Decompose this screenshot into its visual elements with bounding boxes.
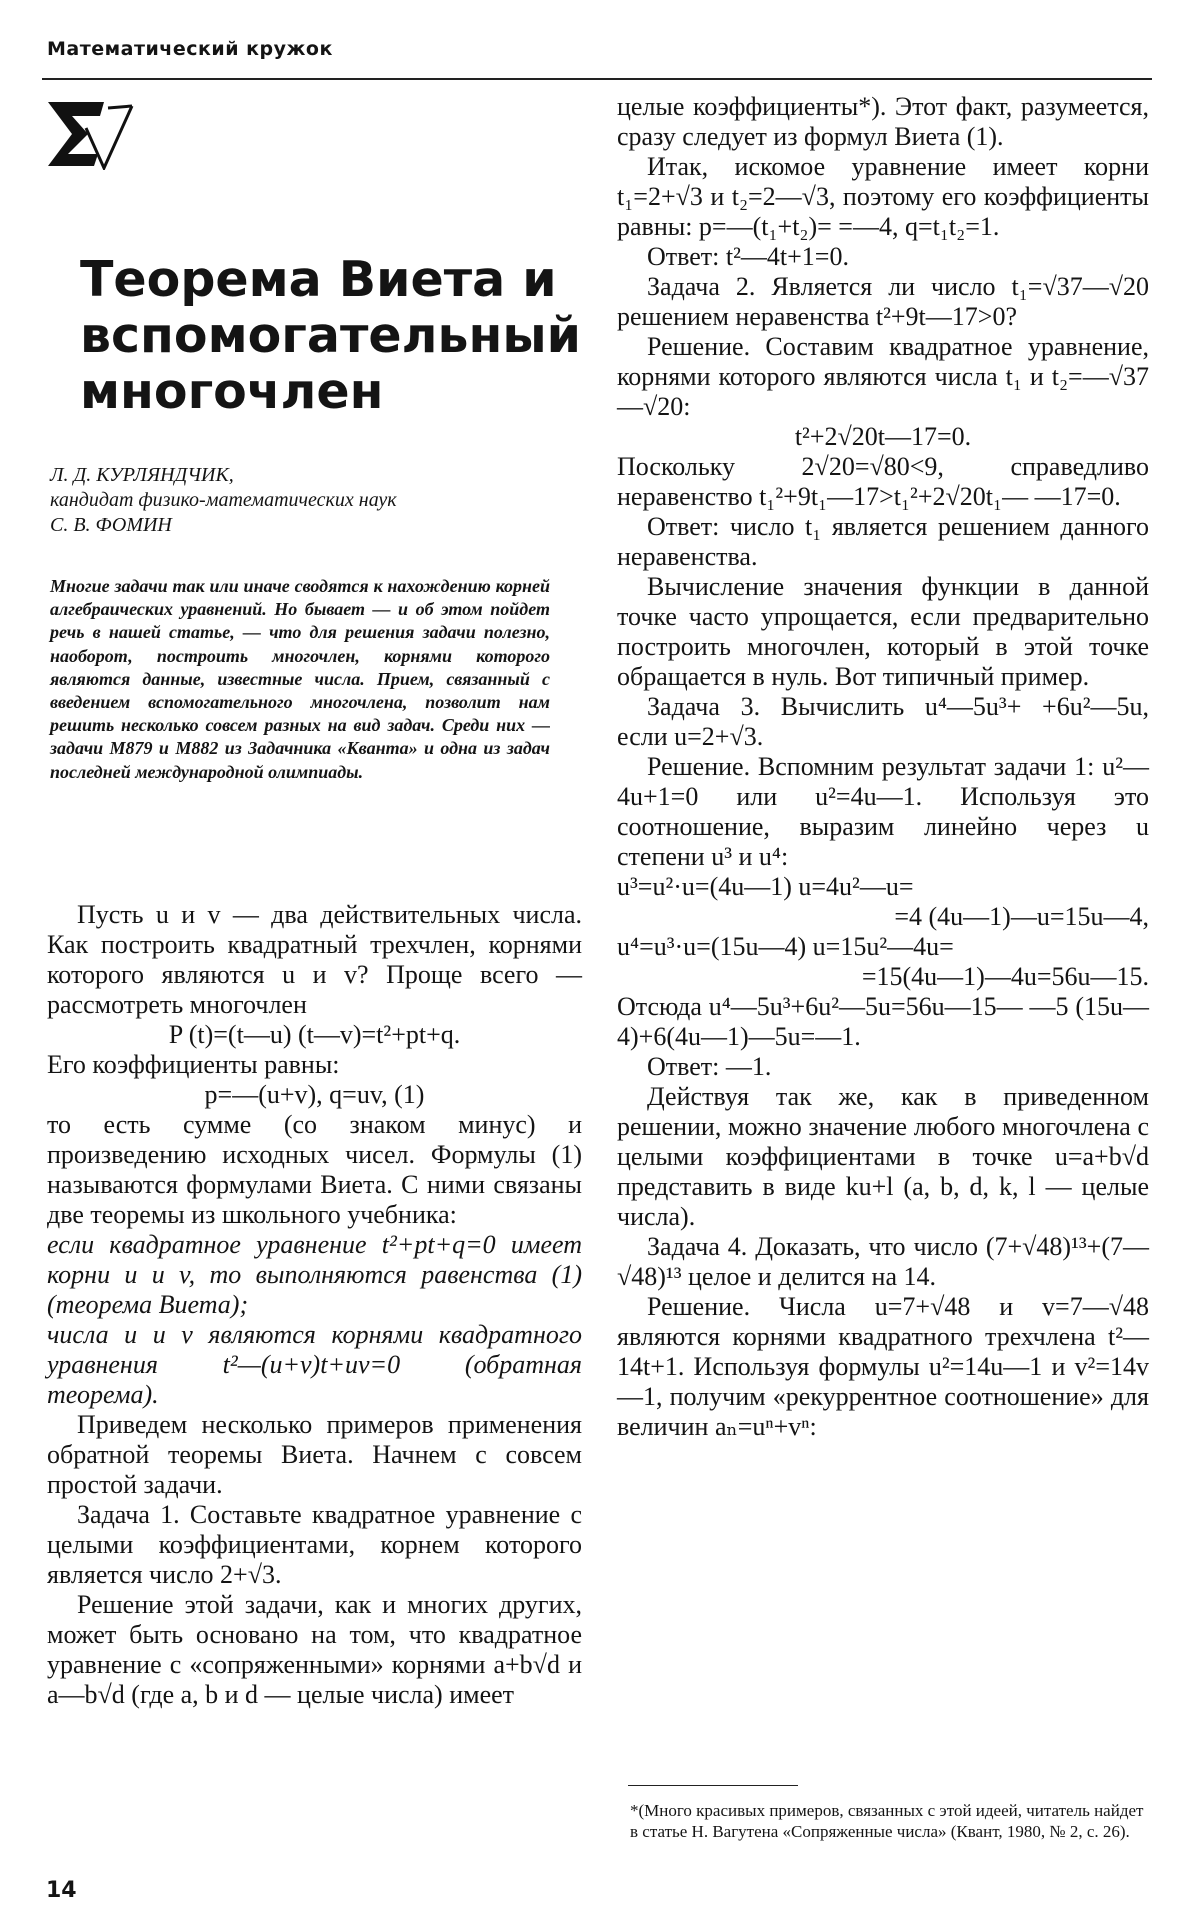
- formula: P (t)=(t—u) (t—v)=t²+pt+q.: [168, 1020, 461, 1049]
- article-title: Теорема Виета и вспомогательный многочлен: [80, 251, 581, 420]
- theorem: если квадратное уравнение t²+pt+q=0 имеет корни u и v, то выполняются равенства (1) (теорема Виета);: [47, 1230, 582, 1319]
- left-column: [47, 900, 582, 1710]
- problem-1: Задача 1. Составьте квадратное уравнение с целыми коэффициентами, корнем которого является число 2+√3.: [47, 1500, 582, 1589]
- solution-1: Решение этой задачи, как и многих других, может быть основано на том, что квадратное уравнение с «сопряженными» корнями a+b√d и a—b√d (где a, b и d — целые числа) имеет: [47, 1590, 582, 1709]
- sigma-checkmark-icon: [46, 98, 134, 175]
- paragraph: Итак, искомое уравнение имеет корни t₁=2+√3 и t₂=2—√3, поэтому его коэффициенты равны: p=—(t₁+t₂)= =—4, q=t₁t₂=1.: [617, 152, 1149, 241]
- answer: Ответ: —1.: [647, 1052, 772, 1081]
- page-number: 14: [46, 1878, 77, 1903]
- formula: =4 (4u—1)—u=15u—4,: [894, 902, 1149, 931]
- answer: Ответ: число t₁ является решением данного неравенства.: [617, 512, 1149, 571]
- author-2: С. В. ФОМИН: [50, 514, 172, 536]
- paragraph: Его коэффициенты равны:: [47, 1050, 340, 1079]
- footnote-rule: [628, 1785, 798, 1786]
- section-header: Математический кружок: [47, 38, 333, 60]
- paragraph: Вычисление значения функции в данной точке часто упрощается, если предварительно построить многочлен, который в этой точке обращается в нуль. Вот типичный пример.: [617, 572, 1149, 691]
- formula: p=—(u+v), q=uv, (1): [204, 1080, 425, 1109]
- formula: u³=u²·u=(4u—1) u=4u²—u=: [617, 872, 914, 901]
- header-rule: [42, 78, 1152, 80]
- paragraph: целые коэффициенты*). Этот факт, разумеется, сразу следует из формул Виета (1).: [617, 92, 1149, 151]
- paragraph: Поскольку 2√20=√80<9, справедливо неравенство t₁²+9t₁—17>t₁²+2√20t₁— —17=0.: [617, 452, 1149, 511]
- problem-2: Задача 2. Является ли число t₁=√37—√20 решением неравенства t²+9t—17>0?: [617, 272, 1149, 331]
- right-column: [617, 92, 1149, 1442]
- problem-3: Задача 3. Вычислить u⁴—5u³+ +6u²—5u, если u=2+√3.: [617, 692, 1149, 751]
- solution-4: Решение. Числа u=7+√48 и v=7—√48 являются корнями квадратного трехчлена t²—14t+1. Используя формулы u²=14u—1 и v²=14v—1, получим «рекуррентное соотношение» для величин aₙ=uⁿ+vⁿ:: [617, 1292, 1149, 1441]
- authors: [50, 463, 570, 538]
- paragraph: Действуя так же, как в приведенном решении, можно значение любого многочлена с целыми коэффициентами в точке u=a+b√d представить в виде ku+l (a, b, d, k, l — целые числа).: [617, 1082, 1149, 1231]
- converse-theorem: числа u и v являются корнями квадратного уравнения t²—(u+v)t+uv=0 (обратная теорема).: [47, 1320, 582, 1409]
- author-degree: кандидат физико-математических наук: [50, 489, 397, 511]
- solution-3: Решение. Вспомним результат задачи 1: u²—4u+1=0 или u²=4u—1. Используя это соотношение, выразим линейно через u степени u³ и u⁴:: [617, 752, 1149, 871]
- problem-4: Задача 4. Доказать, что число (7+√48)¹³+(7—√48)¹³ целое и делится на 14.: [617, 1232, 1149, 1291]
- paragraph: Приведем несколько примеров применения обратной теоремы Виета. Начнем с совсем простой задачи.: [47, 1410, 582, 1499]
- solution-2: Решение. Составим квадратное уравнение, корнями которого являются числа t₁ и t₂=—√37—√20:: [617, 332, 1149, 421]
- abstract: Многие задачи так или иначе сводятся к нахождению корней алгебраических уравнений. Но бывает — и об этом пойдет речь в нашей статье, — что для решения задачи полезно, наоборот, построить многочлен, корнями которого являются данные, известные числа. Прием, связанный с введением вспомогательного многочлена, позволит нам решить несколько совсем разных на вид задач. Среди них — задачи М879 и М882 из Задачника «Кванта» и одна из задач последней международной олимпиады.: [50, 576, 550, 782]
- paragraph: Отсюда u⁴—5u³+6u²—5u=56u—15— —5 (15u—4)+6(4u—1)—5u=—1.: [617, 992, 1149, 1051]
- answer: Ответ: t²—4t+1=0.: [647, 242, 849, 271]
- paragraph: Пусть u и v — два действительных числа. Как построить квадратный трехчлен, корнями которого являются u и v? Проще всего — рассмотреть многочлен: [47, 900, 582, 1019]
- author-1: Л. Д. КУРЛЯНДЧИК,: [50, 464, 234, 486]
- formula: u⁴=u³·u=(15u—4) u=15u²—4u=: [617, 932, 954, 961]
- formula: =15(4u—1)—4u=56u—15.: [861, 962, 1149, 991]
- footnote: *(Много красивых примеров, связанных с этой идеей, читатель найдет в статье Н. Вагутена «Сопряженные числа» (Квант, 1980, № 2, с. 26).: [630, 1801, 1144, 1841]
- formula: t²+2√20t—17=0.: [794, 422, 972, 451]
- paragraph: то есть сумме (со знаком минус) и произведению исходных чисел. Формулы (1) называются формулами Виета. С ними связаны две теоремы из школьного учебника:: [47, 1110, 582, 1229]
